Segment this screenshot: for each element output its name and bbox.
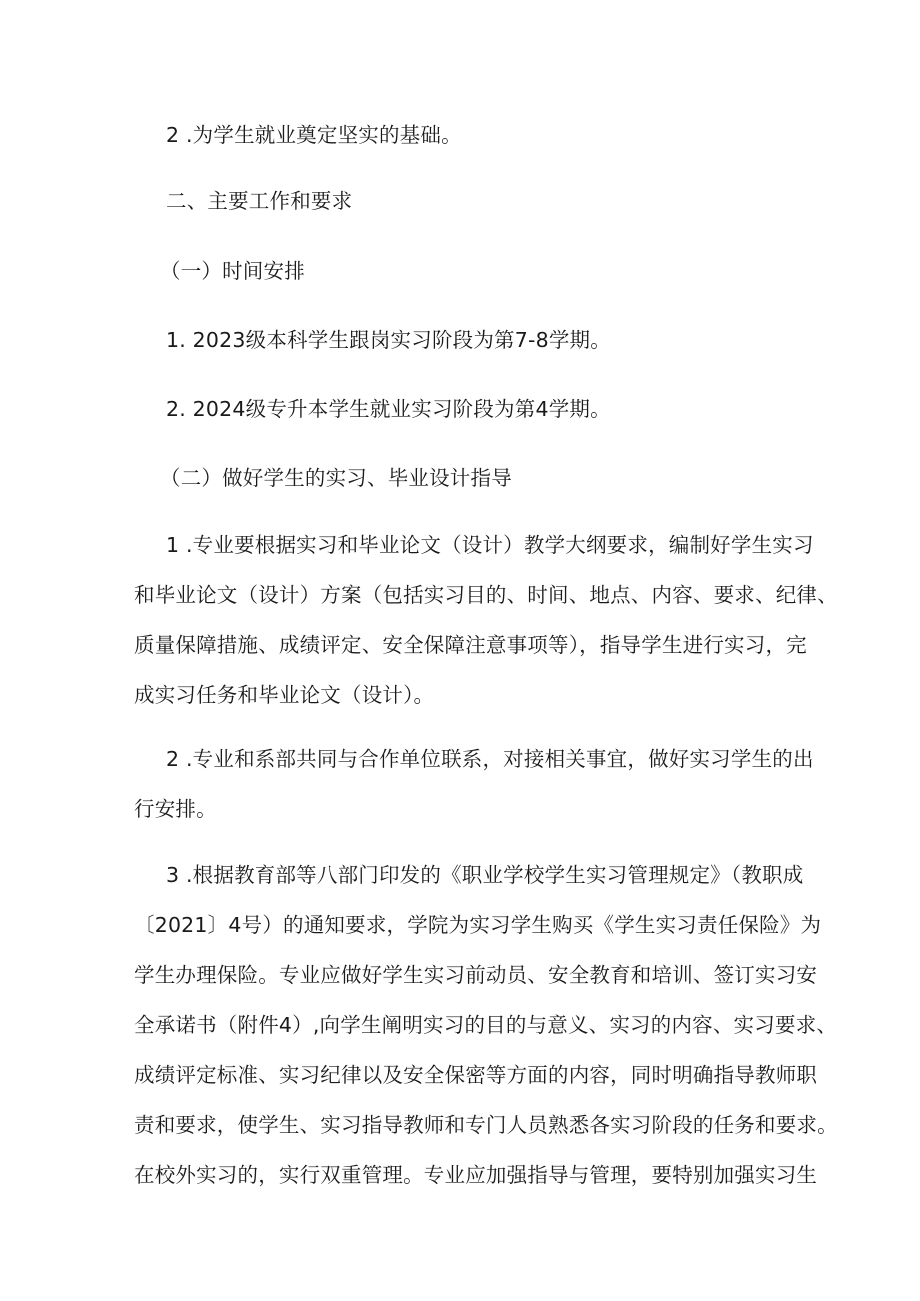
paragraph-line: 和毕业论文（设计）方案（包括实习目的、时间、地点、内容、要求、纪律、: [134, 583, 838, 607]
subsection-heading-guidance: （二）做好学生的实习、毕业设计指导: [160, 466, 512, 490]
section-heading-main-work: 二、主要工作和要求: [166, 189, 353, 213]
paragraph-line: 1 .专业要根据实习和毕业论文（设计）教学大纲要求，编制好学生实习: [166, 533, 814, 557]
paragraph-line: 〔2021〕4号）的通知要求，学院为实习学生购买《学生实习责任保险》为: [134, 913, 822, 937]
paragraph-line: 成绩评定标准、实习纪律以及安全保密等方面的内容，同时明确指导教师职: [134, 1063, 818, 1087]
paragraph-line: 全承诺书（附件4）,向学生阐明实习的目的与意义、实习的内容、实习要求、: [134, 1013, 838, 1037]
schedule-item-1: 1. 2023级本科学生跟岗实习阶段为第7-8学期。: [166, 328, 611, 352]
paragraph-line: 成实习任务和毕业论文（设计）。: [134, 683, 435, 707]
paragraph-guidance-2: [134, 744, 814, 824]
schedule-item-2: 2. 2024级专升本学生就业实习阶段为第4学期。: [166, 397, 611, 421]
list-item-2-foundation: 2 .为学生就业奠定坚实的基础。: [166, 123, 462, 147]
paragraph-line: 责和要求，使学生、实习指导教师和专门人员熟悉各实习阶段的任务和要求。: [134, 1113, 838, 1137]
paragraph-line: 3 .根据教育部等八部门印发的《职业学校学生实习管理规定》（教职成: [166, 863, 804, 887]
paragraph-line: 行安排。: [134, 797, 217, 821]
paragraph-line: 质量保障措施、成绩评定、安全保障注意事项等），指导学生进行实习，完: [134, 633, 807, 657]
paragraph-guidance-3: [134, 860, 838, 1190]
paragraph-line: 学生办理保险。专业应做好学生实习前动员、安全教育和培训、签订实习安: [134, 963, 818, 987]
paragraph-guidance-1: [134, 530, 838, 710]
paragraph-line: 在校外实习的，实行双重管理。专业应加强指导与管理，要特别加强实习生: [134, 1163, 818, 1187]
paragraph-line: 2 .专业和系部共同与合作单位联系，对接相关事宜，做好实习学生的出: [166, 747, 814, 771]
subsection-heading-schedule: （一）时间安排: [160, 259, 305, 283]
